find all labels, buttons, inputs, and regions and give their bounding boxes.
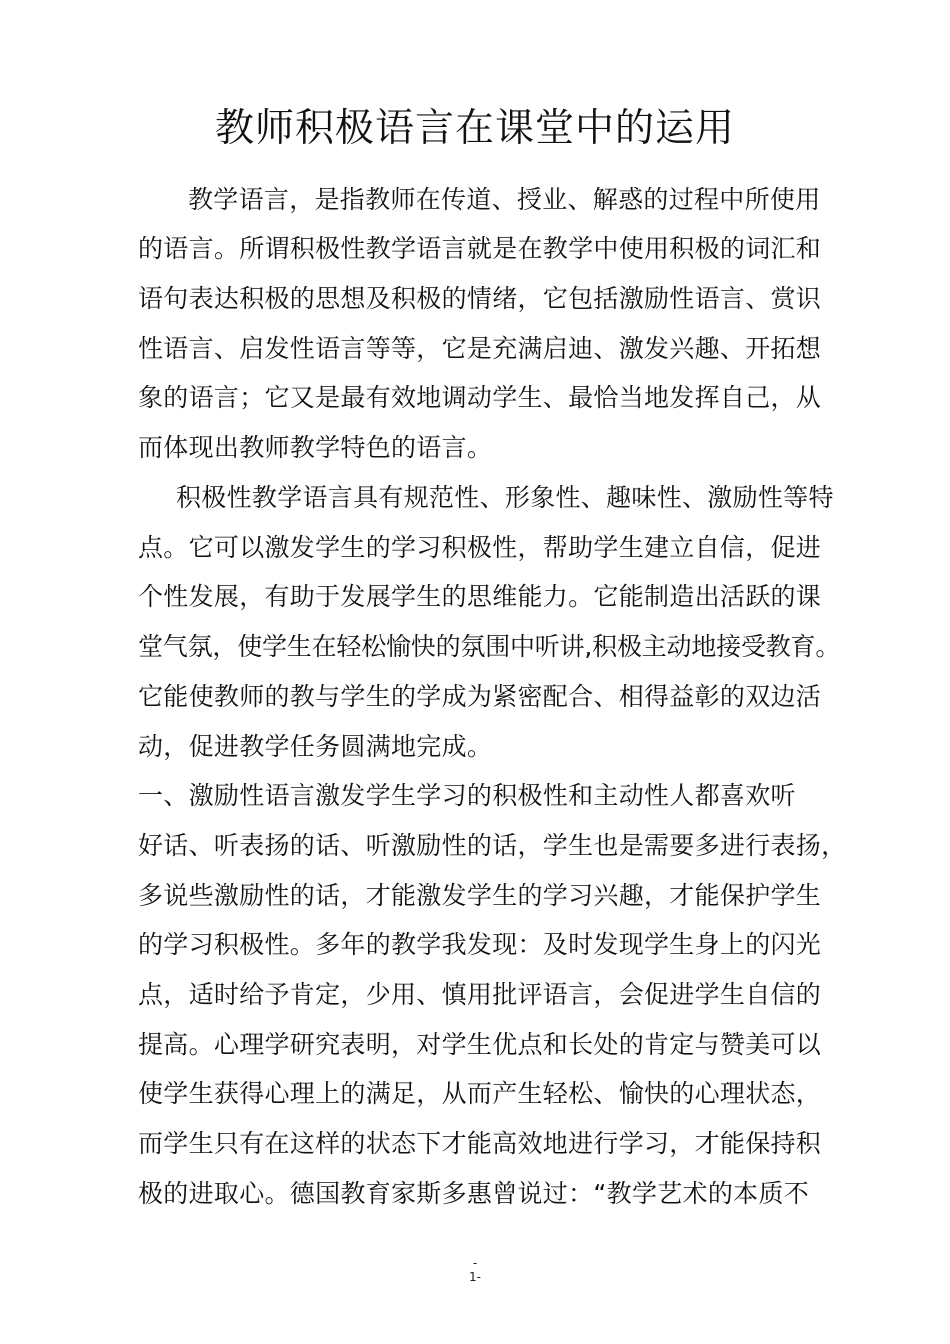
page-footer-dash: - — [472, 1256, 478, 1270]
paragraph-1-line-2: 的语言。所谓积极性教学语言就是在教学中使用积极的词汇和 — [138, 234, 822, 263]
section-1-line-9: 极的进取心。德国教育家斯多惠曾说过：“教学艺术的本质不 — [138, 1179, 810, 1208]
section-1-line-5: 点，适时给予肯定，少用、慎用批评语言，会促进学生自信的 — [138, 980, 822, 1009]
paragraph-1-line-4: 性语言、启发性语言等等，它是充满启迪、激发兴趣、开拓想 — [138, 334, 822, 363]
paragraph-2-line-6: 动，促进教学任务圆满地完成。 — [138, 732, 493, 761]
paragraph-2-line-4: 堂气氛，使学生在轻松愉快的氛围中听讲,积极主动地接受教育。 — [138, 632, 841, 661]
section-1-line-3: 多说些激励性的话，才能激发学生的学习兴趣，才能保护学生 — [138, 881, 822, 910]
section-1-line-4: 的学习积极性。多年的教学我发现：及时发现学生身上的闪光 — [138, 930, 822, 959]
paragraph-1-line-3: 语句表达积极的思想及积极的情绪，它包括激励性语言、赏识 — [138, 284, 822, 313]
page-number: 1- — [469, 1270, 481, 1284]
paragraph-1-line-6: 而体现出教师教学特色的语言。 — [138, 433, 493, 462]
paragraph-2-line-5: 它能使教师的教与学生的学成为紧密配合、相得益彰的双边活 — [138, 682, 822, 711]
paragraph-1-line-1: 教学语言，是指教师在传道、授业、解惑的过程中所使用 — [188, 185, 821, 214]
document-title: 教师积极语言在课堂中的运用 — [214, 106, 735, 151]
section-1-line-1: 一、激励性语言激发学生学习的积极性和主动性人都喜欢听 — [138, 781, 796, 810]
section-1-line-2: 好话、听表扬的话、听激励性的话，学生也是需要多进行表扬， — [138, 831, 847, 860]
section-1-line-6: 提高。心理学研究表明，对学生优点和长处的肯定与赞美可以 — [138, 1030, 822, 1059]
section-1-line-7: 使学生获得心理上的满足，从而产生轻松、愉快的心理状态， — [138, 1079, 822, 1108]
paragraph-2-line-2: 点。它可以激发学生的学习积极性，帮助学生建立自信，促进 — [138, 533, 822, 562]
section-1-line-8: 而学生只有在这样的状态下才能高效地进行学习，才能保持积 — [138, 1129, 822, 1158]
paragraph-2-line-3: 个性发展，有助于发展学生的思维能力。它能制造出活跃的课 — [138, 582, 822, 611]
paragraph-1-line-5: 象的语言；它又是最有效地调动学生、最恰当地发挥自己，从 — [138, 383, 822, 412]
paragraph-2-line-1: 积极性教学语言具有规范性、形象性、趣味性、激励性等特 — [176, 483, 834, 512]
